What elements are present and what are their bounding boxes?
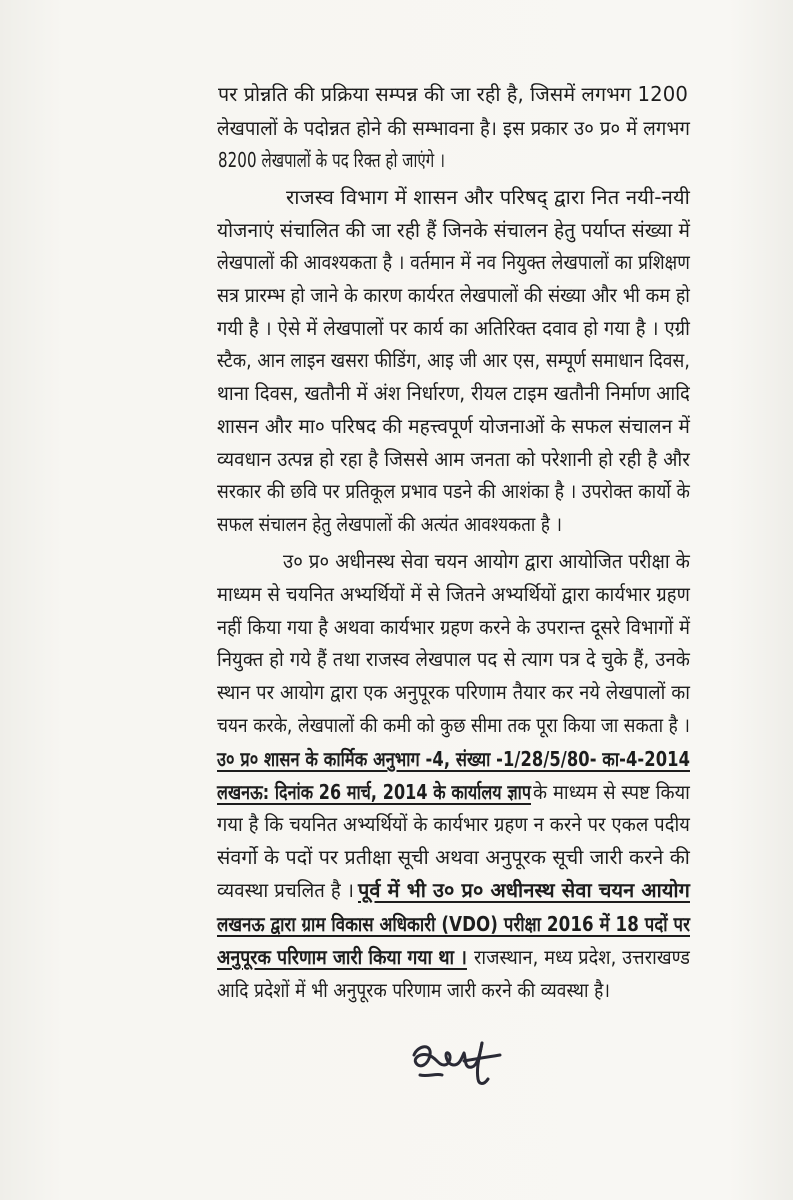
text-line: अनुपूरक परिणाम जारी किया गया था । xyxy=(217,945,467,969)
text-line: योजनाएं संचालित की जा रही हैं जिनके संचालन हेतु पर्याप्त संख्या में xyxy=(217,218,690,242)
text-line: थाना दिवस, खतौनी में अंश निर्धारण, रीयल टाइम खतौनी निर्माण आदि xyxy=(217,381,690,405)
text-line: संवर्गो के पदों पर प्रतीक्षा सूची अथवा अनुपूरक सूची जारी करने की xyxy=(217,845,690,869)
text-line: लखनऊ द्वारा ग्राम विकास अधिकारी (VDO) परीक्षा 2016 में 18 पदों पर xyxy=(217,912,690,936)
text-line: सरकार की छवि पर प्रतिकूल प्रभाव पडने की आशंका है । उपरोक्त कार्यो के xyxy=(217,479,690,503)
text-line: स्थान पर आयोग द्वारा एक अनुपूरक परिणाम तैयार कर नये लेखपालों का xyxy=(217,680,690,704)
text-line: राजस्व विभाग में शासन और परिषद् द्वारा नित नयी-नयी xyxy=(286,185,690,209)
text-line: 8200 लेखपालों के पद रिक्त हो जाएंगे । xyxy=(218,148,445,172)
text-line: सफल संचालन हेतु लेखपालों की अत्यंत आवश्यकता है । xyxy=(217,512,562,536)
text-line: चयन करके, लेखपालों की कमी को कुछ सीमा तक पूरा किया जा सकता है । xyxy=(217,713,690,737)
text-line: व्यवधान उत्पन्न हो रहा है जिससे आम जनता को परेशानी हो रही है और xyxy=(217,447,690,471)
text-line: शासन और मा० परिषद की महत्त्वपूर्ण योजनाओं के सफल संचालन में xyxy=(217,414,690,438)
text-line: लखनऊ: दिनांक 26 मार्च, 2014 के कार्यालय ज्ञाप xyxy=(217,780,531,804)
text-line: गया है कि चयनित अभ्यर्थियों के कार्यभार ग्रहण न करने पर एकल पदीय xyxy=(217,812,690,836)
text-line: माध्यम से चयनित अभ्यर्थियों में से जितने अभ्यर्थियों द्वारा कार्यभार ग्रहण xyxy=(217,582,690,606)
text-line: लेखपालों के पदोन्नत होने की सम्भावना है। इस प्रकार उ० प्र० में लगभग xyxy=(217,116,690,140)
text-line: आदि प्रदेशों में भी अनुपूरक परिणाम जारी करने की व्यवस्था है। xyxy=(217,978,610,1002)
text-line: नियुक्त हो गये हैं तथा राजस्व लेखपाल पद से त्याग पत्र दे चुके हैं, उनके xyxy=(217,647,690,671)
text-line: लेखपालों की आवश्यकता है । वर्तमान में नव नियुक्त लेखपालों का प्रशिक्षण xyxy=(217,250,690,274)
text-line: के माध्यम से स्पष्ट किया xyxy=(533,780,690,804)
text-line: पूर्व में भी उ० प्र० अधीनस्थ सेवा चयन आयोग xyxy=(358,878,690,902)
text-line: उ० प्र० अधीनस्थ सेवा चयन आयोग द्वारा आयोजित परीक्षा के xyxy=(283,549,690,573)
text-line: नहीं किया गया है अथवा कार्यभार ग्रहण करने के उपरान्त दूसरे विभागों में xyxy=(217,615,690,639)
text-line: स्टैक, आन लाइन खसरा फीडिंग, आइ जी आर एस, सम्पूर्ण समाधान दिवस, xyxy=(217,348,690,372)
text-line: राजस्थान, मध्य प्रदेश, उत्तराखण्ड xyxy=(474,945,690,969)
signature xyxy=(408,1035,504,1087)
text-line: उ० प्र० शासन के कार्मिक अनुभाग -4, संख्या -1/28/5/80- का-4-2014 xyxy=(217,747,690,771)
text-line: सत्र प्रारम्भ हो जाने के कारण कार्यरत लेखपालों की संख्या और भी कम हो xyxy=(217,283,690,307)
text-line: व्यवस्था प्रचलित है । xyxy=(217,878,354,902)
text-line: गयी है । ऐसे में लेखपालों पर कार्य का अतिरिक्त दवाव हो गया है । एग्री xyxy=(217,316,690,340)
text-line: पर प्रोन्नति की प्रक्रिया सम्पन्न की जा रही है, जिसमें लगभग 1200 xyxy=(218,82,688,106)
